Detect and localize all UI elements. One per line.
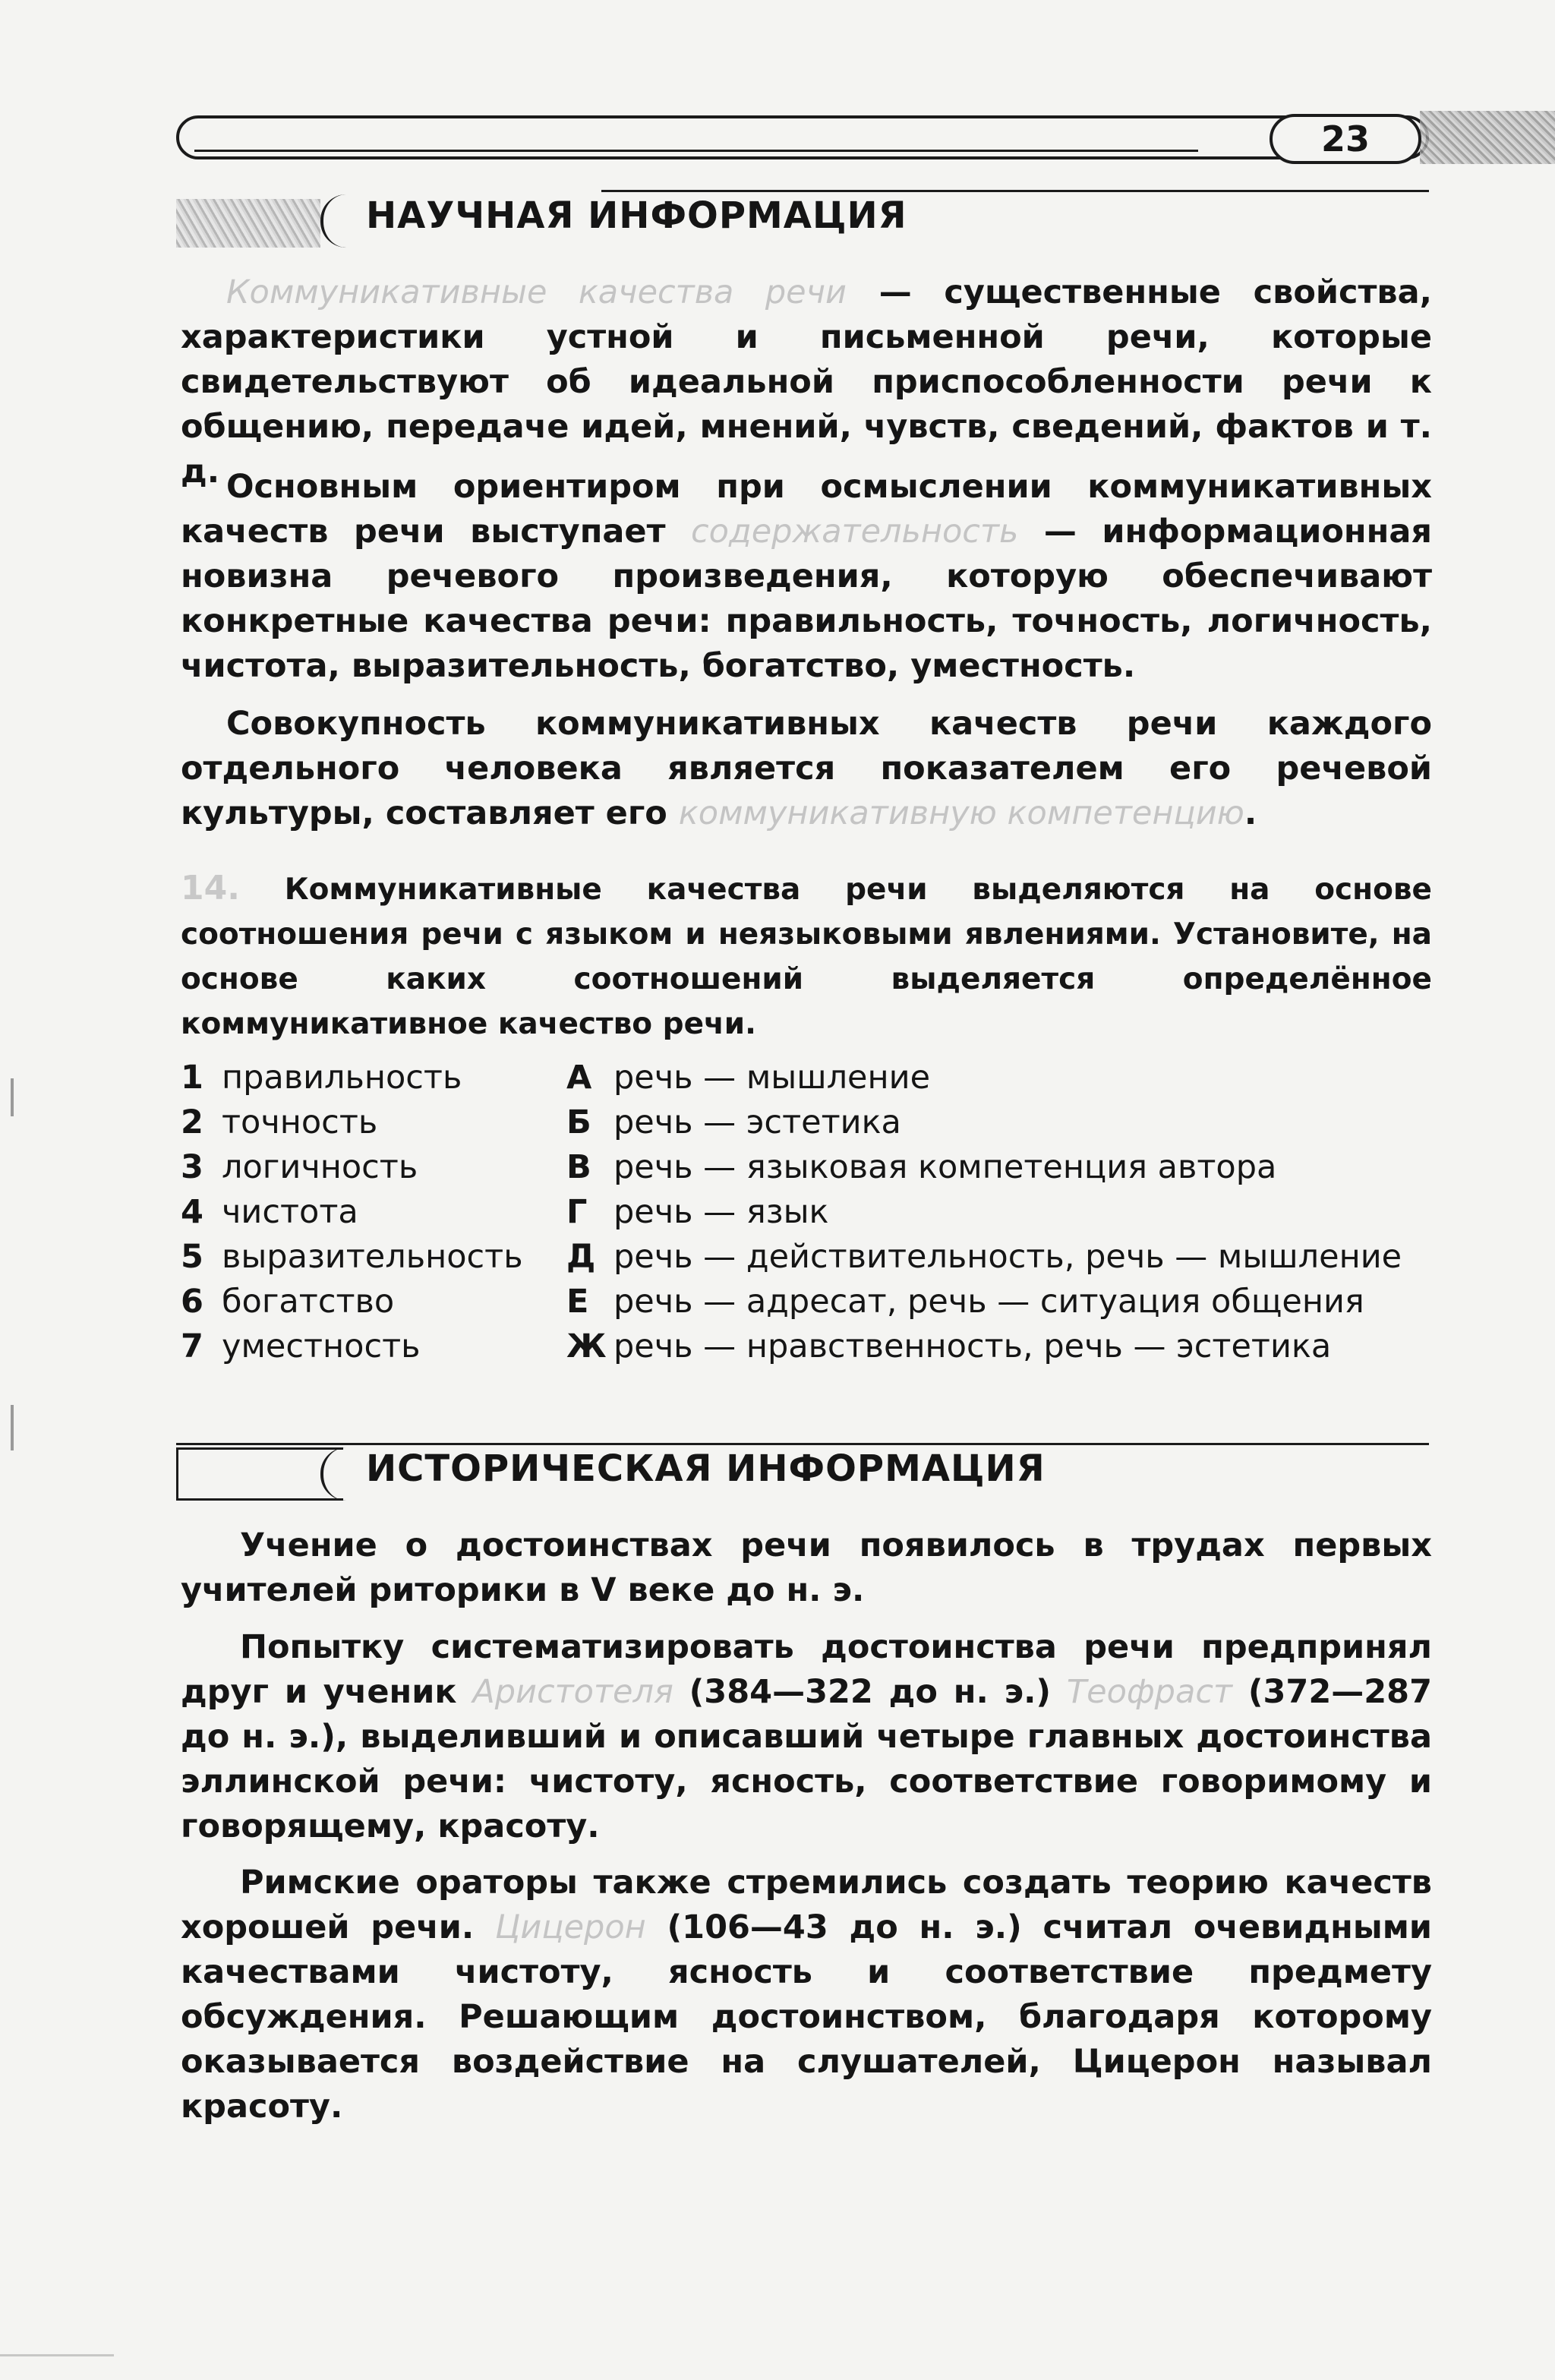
quality-label: уместность [222, 1327, 421, 1365]
term-cicero: Цицерон [494, 1908, 646, 1946]
list-item [181, 1324, 1441, 1369]
heading-texture [176, 199, 320, 248]
section-heading-historical [176, 1443, 1429, 1504]
quality-label: чистота [222, 1193, 358, 1231]
paragraph-text: Основным ориентиром при осмыслении коммуникативных качеств речи выступает [181, 468, 1432, 551]
relation-label: речь — действительность, речь — мышление [613, 1238, 1402, 1276]
heading-rule [601, 190, 1429, 192]
term-theophrastus: Теофраст [1066, 1673, 1233, 1711]
term-aristotle: Аристотеля [472, 1673, 673, 1711]
paragraph-text: Римские ораторы также стремились создать теорию качеств хорошей речи. [181, 1864, 1432, 1946]
scan-mark [11, 1078, 14, 1116]
task-text: Коммуникативные качества речи выделяются на основе соотношения речи с языком и неязыковыми явлениями. Установите, на основе каких соотношений выделяется определённое коммуникативное качество речи. [181, 873, 1432, 1041]
page-number: 23 [1270, 114, 1421, 164]
item-number: 4 [181, 1193, 203, 1231]
item-number: 6 [181, 1283, 203, 1321]
paragraph-text: — существенные свойства, характеристики устной и письменной речи, которые свидетельствуют об идеальной приспособленности речи к общению, передаче идей, мнений, чувств, сведений, фактов и т. д. [181, 273, 1432, 491]
scientific-paragraph-2 [181, 465, 1432, 689]
scan-mark [11, 1405, 14, 1450]
heading-bracket [320, 194, 366, 248]
paragraph-text: Учение о достоинствах речи появилось в трудах первых учителей риторики в V веке до н. э. [181, 1526, 1432, 1609]
heading-box [176, 1447, 343, 1501]
section-title: ИСТОРИЧЕСКАЯ ИНФОРМАЦИЯ [366, 1447, 1046, 1490]
header-texture [1420, 111, 1555, 164]
term-content: содержательность [691, 513, 1019, 551]
relation-label: речь — мышление [613, 1059, 931, 1097]
section-title: НАУЧНАЯ ИНФОРМАЦИЯ [366, 194, 907, 237]
section-heading-scientific [176, 190, 1429, 251]
paragraph-text: (106—43 до н. э.) считал очевидными качествами чистоту, ясность и соответствие предмету обсуждения. Решающим достоинством, благодаря которому оказывается воздействие на слушателей, Цицерон называл красоту. [181, 1908, 1432, 2126]
list-item [181, 1100, 1441, 1145]
option-letter: А [566, 1059, 592, 1097]
relation-label: речь — нравственность, речь — эстетика [613, 1327, 1332, 1365]
quality-label: богатство [222, 1283, 395, 1321]
heading-rule [176, 1443, 1429, 1445]
item-number: 2 [181, 1103, 203, 1141]
term-communicative-qualities: Коммуникативные качества речи [226, 273, 847, 311]
relation-label: речь — язык [613, 1193, 829, 1231]
item-number: 7 [181, 1327, 203, 1365]
matching-list [181, 1056, 1441, 1369]
relation-label: речь — языковая компетенция автора [613, 1148, 1277, 1186]
task-14 [181, 866, 1432, 1046]
quality-label: правильность [222, 1059, 462, 1097]
quality-label: выразительность [222, 1238, 523, 1276]
paragraph-text: . [1244, 794, 1257, 832]
term-communicative-competence: коммуникативную компетенцию [678, 794, 1244, 832]
scientific-paragraph-3 [181, 702, 1432, 836]
paragraph-text: Совокупность коммуникативных качеств речи каждого отдельного человека является показателем его речевой культуры, составляет его [181, 705, 1432, 832]
option-letter: В [566, 1148, 591, 1186]
option-letter: Д [566, 1238, 596, 1276]
historical-paragraph-2 [181, 1625, 1432, 1849]
option-letter: Б [566, 1103, 591, 1141]
historical-paragraph-3 [181, 1861, 1432, 2129]
scan-mark [0, 2354, 114, 2356]
item-number: 1 [181, 1059, 203, 1097]
list-item [181, 1190, 1441, 1235]
quality-label: точность [222, 1103, 378, 1141]
task-number: 14. [181, 869, 240, 907]
page-header-bar [176, 115, 1429, 159]
option-letter: Ж [566, 1327, 607, 1365]
list-item [181, 1235, 1441, 1280]
quality-label: логичность [222, 1148, 418, 1186]
relation-label: речь — эстетика [613, 1103, 901, 1141]
option-letter: Е [566, 1283, 589, 1321]
item-number: 5 [181, 1238, 203, 1276]
paragraph-text: (384—322 до н. э.) [673, 1673, 1067, 1711]
relation-label: речь — адресат, речь — ситуация общения [613, 1283, 1364, 1321]
list-item [181, 1145, 1441, 1190]
paragraph-text: Попытку систематизировать достоинства речи предпринял друг и ученик [181, 1628, 1432, 1711]
paragraph-text: — информационная новизна речевого произведения, которую обеспечивают конкретные качества речи: правильность, точность, логичность, чистота, выразительность, богатство, уместность. [181, 513, 1432, 685]
item-number: 3 [181, 1148, 203, 1186]
list-item [181, 1280, 1441, 1324]
historical-paragraph-1 [181, 1523, 1432, 1613]
heading-bracket [320, 1447, 366, 1501]
paragraph-text: (372—287 до н. э.), выделивший и описавший четыре главных достоинства эллинской речи: чистоту, ясность, соответствие говоримому и говорящему, красоту. [181, 1673, 1433, 1845]
list-item [181, 1056, 1441, 1100]
option-letter: Г [566, 1193, 588, 1231]
scientific-paragraph-1 [181, 270, 1432, 494]
